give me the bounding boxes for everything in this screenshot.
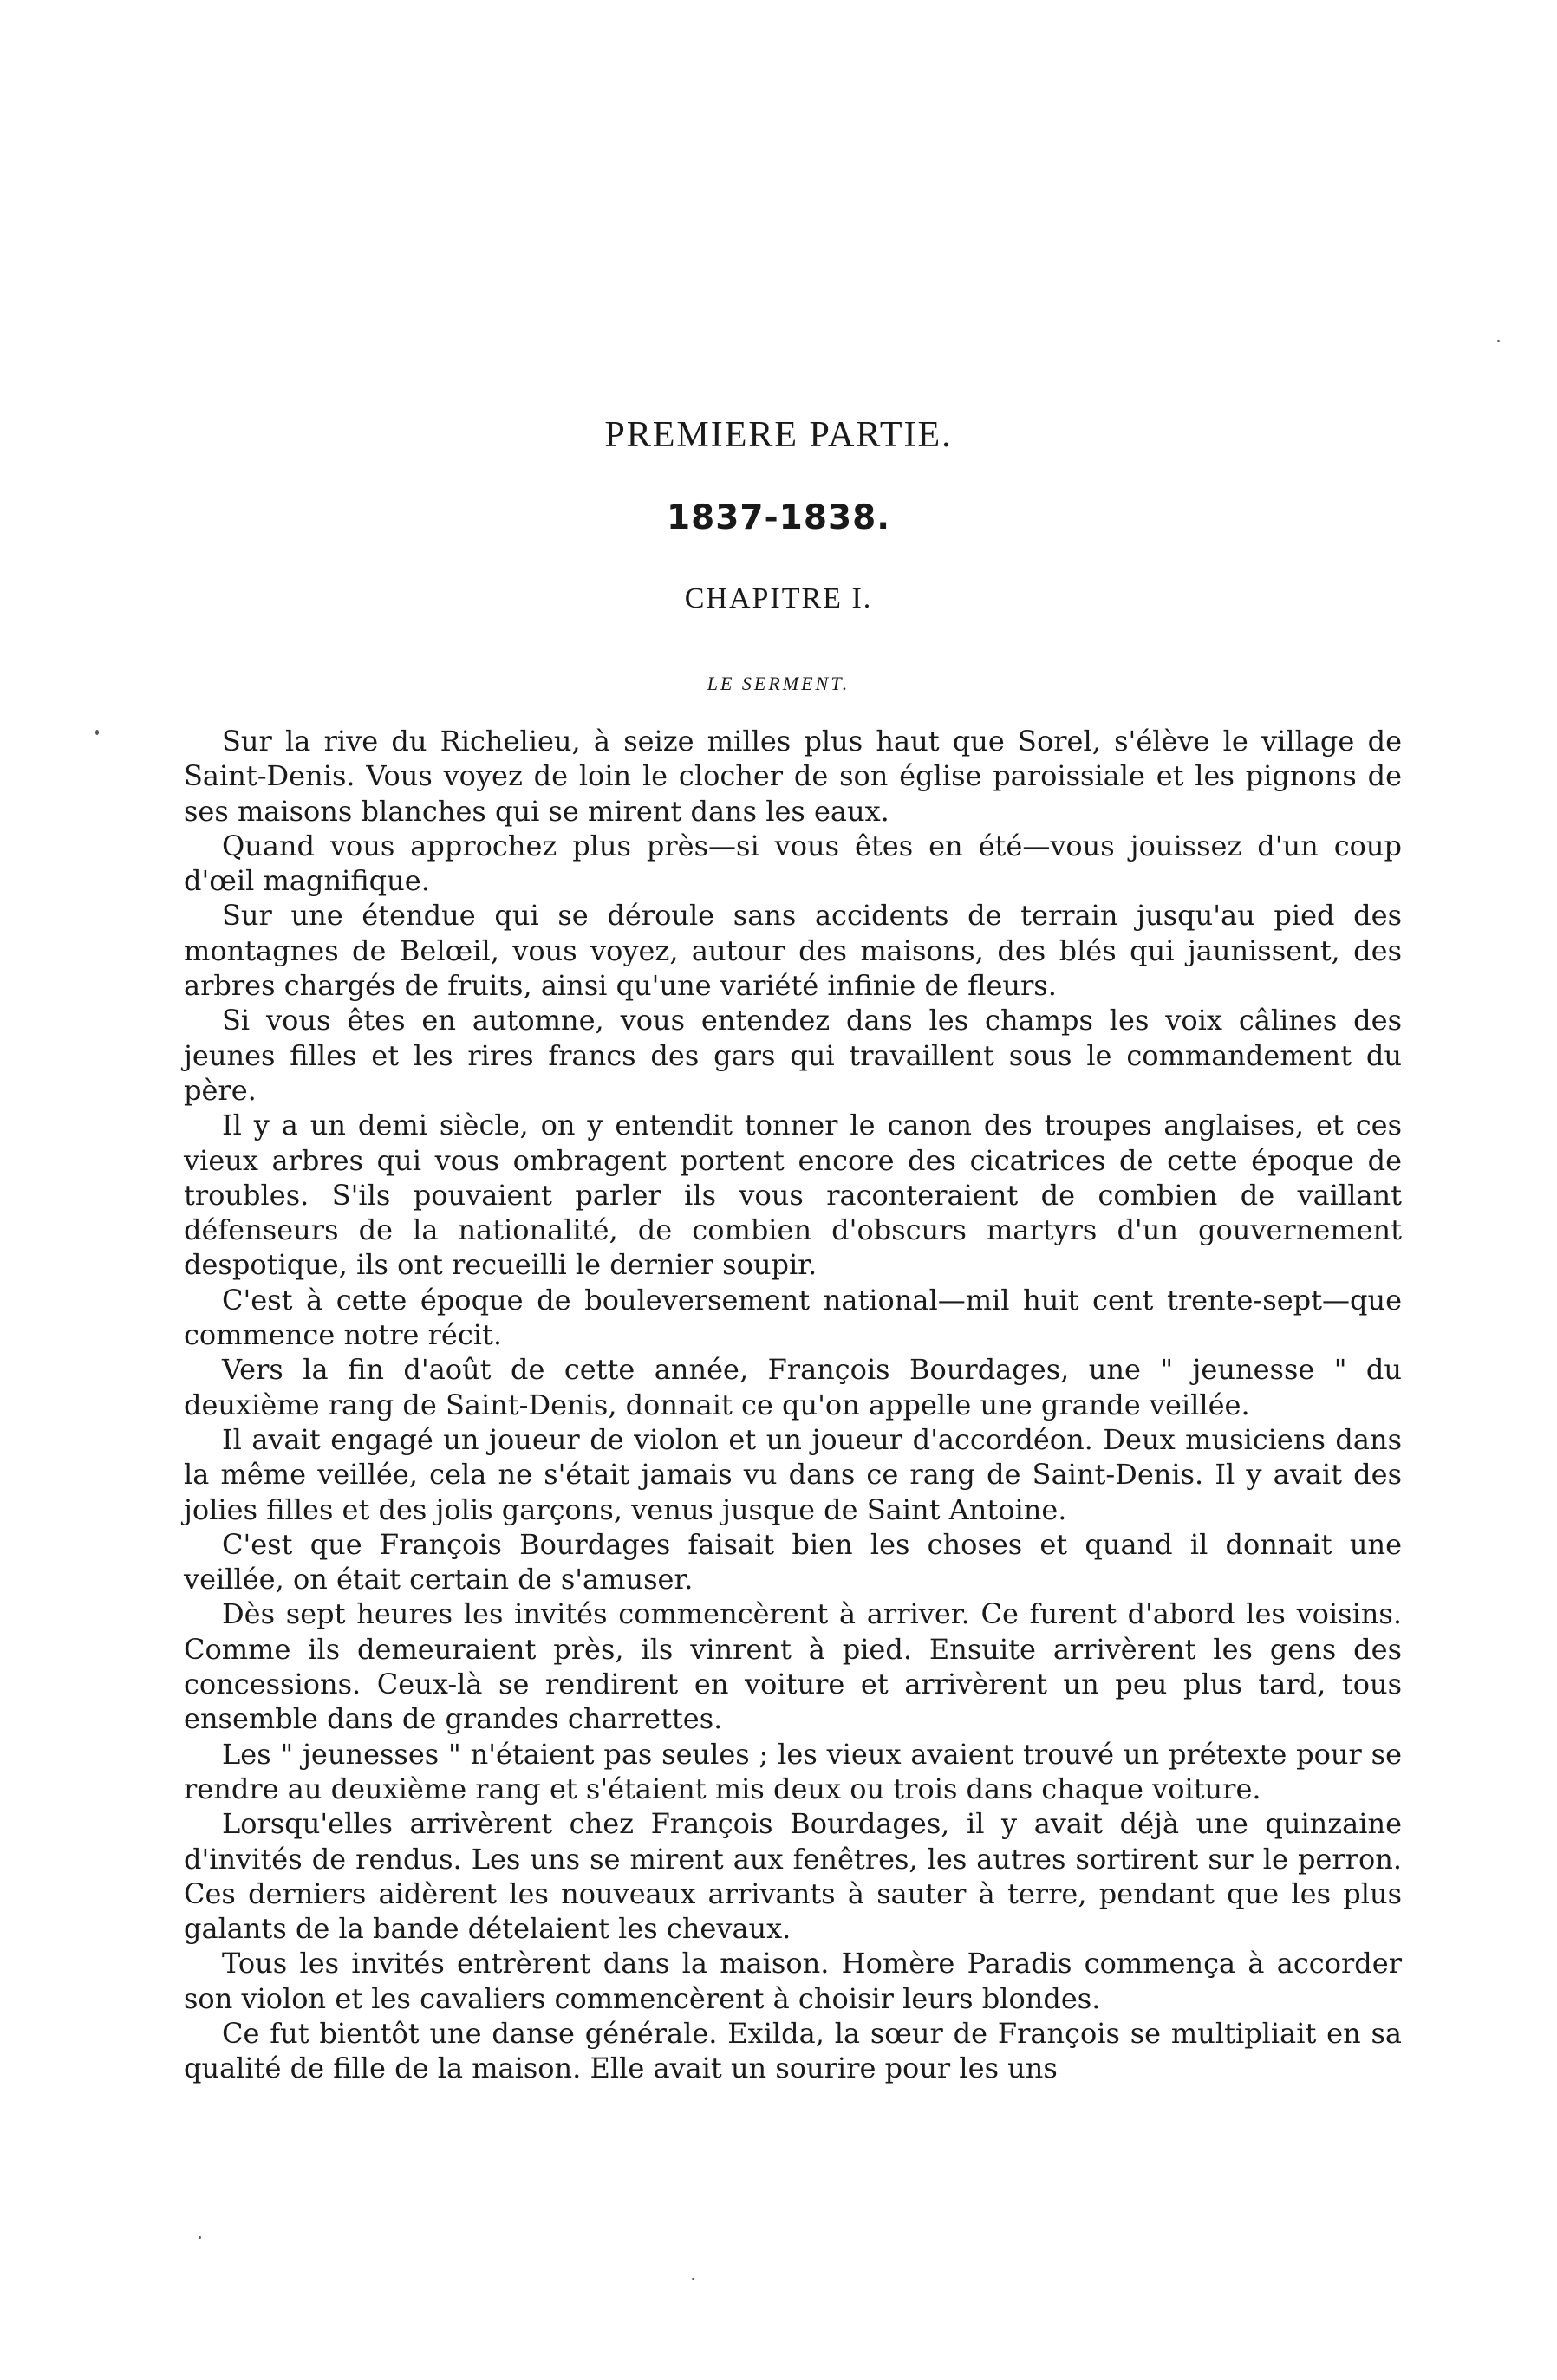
paragraph: Si vous êtes en automne, vous entendez dans les champs les voix câlines des jeunes filles et les rires francs des gars qui travaillent sous le commandement du père. [184, 1004, 1402, 1107]
chapter-heading: CHAPITRE I. [684, 582, 873, 615]
part-title: PREMIERE PARTIE. [604, 415, 953, 455]
scan-speck [95, 730, 99, 735]
scan-speck [1497, 340, 1500, 342]
chapter-subtitle: LE SERMENT. [707, 673, 850, 694]
scan-speck [692, 2278, 694, 2280]
paragraph: Sur la rive du Richelieu, à seize milles plus haut que Sorel, s'élève le village de Saint-Denis. Vous voyez de loin le clocher de son église paroissiale et les pignons de ses maisons blanches qui se mirent dans les eaux. [184, 725, 1402, 828]
paragraph: Il y a un demi siècle, on y entendit tonner le canon des troupes anglaises, et ces vieux arbres qui vous ombragent portent encore des cicatrices de cette époque de troubles. S'ils pouvaient parler ils vous raconteraient de combien de vaillant défenseurs de la nationalité, de combien d'obscurs martyrs d'un gouvernement despotique, ils ont recueilli le dernier soupir. [184, 1109, 1402, 1282]
paragraph: C'est à cette époque de bouleversement national—mil huit cent trente-sept—que commence notre récit. [184, 1283, 1402, 1352]
paragraph: Dès sept heures les invités commencèrent à arriver. Ce furent d'abord les voisins. Comme ils demeuraient près, ils vinrent à pied. Ensuite arrivèrent les gens des concessions. Ceux-là se rendirent en voiture et arrivèrent un peu plus tard, tous ensemble dans de grandes charrettes. [184, 1597, 1402, 1736]
paragraph: Tous les invités entrèrent dans la maison. Homère Paradis commença à accorder son violon et les cavaliers commencèrent à choisir leurs blondes. [184, 1947, 1402, 2015]
scan-speck [199, 2236, 201, 2239]
paragraph: Ce fut bientôt une danse générale. Exilda, la sœur de François se multipliait en sa qualité de fille de la maison. Elle avait un sourire pour les uns [184, 2016, 1402, 2085]
paragraph: Lorsqu'elles arrivèrent chez François Bourdages, il y avait déjà une quinzaine d'invités de rendus. Les uns se mirent aux fenêtres, les autres sortirent sur le perron. Ces derniers aidèrent les nouveaux arrivants à sauter à terre, pendant que les plus galants de la bande dételaient les chevaux. [184, 1807, 1402, 1946]
paragraph: C'est que François Bourdages faisait bien les choses et quand il donnait une veillée, on était certain de s'amuser. [184, 1527, 1402, 1596]
paragraph: Il avait engagé un joueur de violon et un joueur d'accordéon. Deux musiciens dans la même veillée, cela ne s'était jamais vu dans ce rang de Saint-Denis. Il y avait des jolies filles et des jolis garçons, venus jusque de Saint Antoine. [184, 1422, 1402, 1526]
paragraph: Sur une étendue qui se déroule sans accidents de terrain jusqu'au pied des montagnes de Belœil, vous voyez, autour des maisons, des blés qui jaunissent, des arbres chargés de fruits, ainsi qu'une variété infinie de fleurs. [184, 899, 1402, 1003]
years-heading: 1837-1838. [666, 498, 891, 537]
paragraph: Vers la fin d'août de cette année, François Bourdages, une " jeunesse " du deuxième rang de Saint-Denis, donnait ce qu'on appelle une grande veillée. [184, 1353, 1402, 1421]
body-text [184, 724, 1402, 2086]
paragraph: Les " jeunesses " n'étaient pas seules ; les vieux avaient trouvé un prétexte pour se rendre au deuxième rang et s'étaient mis deux ou trois dans chaque voiture. [184, 1737, 1402, 1805]
paragraph: Quand vous approchez plus près—si vous êtes en été—vous jouissez d'un coup d'œil magnifique. [184, 829, 1402, 898]
